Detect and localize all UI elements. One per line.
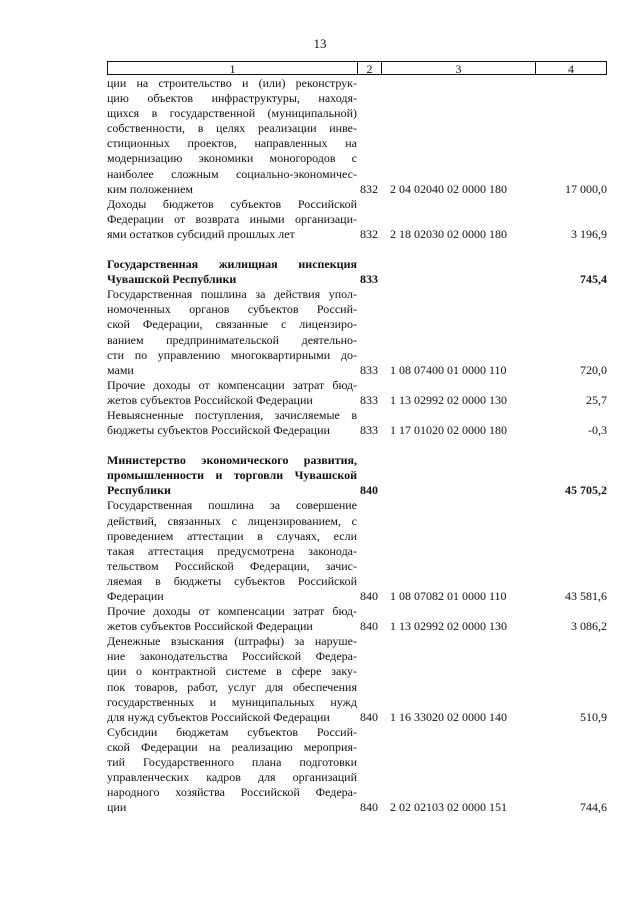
row-description — [107, 257, 357, 287]
description-line: Невыясненные поступления, зачисляемые в — [107, 407, 357, 422]
table-row — [107, 378, 607, 408]
table-header — [107, 61, 607, 75]
description-line: тельством Российской Федерации, зачис- — [107, 558, 357, 573]
row-admin-code: 840 — [360, 619, 378, 634]
row-kbk-code: 1 13 02992 02 0000 130 — [390, 619, 507, 634]
row-kbk-code: 1 16 33020 02 0000 140 — [390, 709, 507, 724]
description-line: ями остатков субсидий прошлых лет — [107, 226, 295, 241]
description-line: Государственная пошлина за совершение — [107, 498, 357, 513]
row-description — [107, 634, 357, 725]
description-line: ции на строительство и (или) реконструк- — [107, 76, 357, 90]
row-kbk-code: 1 08 07400 01 0000 110 — [390, 362, 507, 377]
description-line: ции о контрактной системе в сфере заку- — [107, 664, 357, 679]
section-header-row — [107, 257, 607, 287]
description-line: ние законодательства Российской Федера- — [107, 649, 357, 664]
row-amount: 744,6 — [580, 800, 607, 815]
row-amount: -0,3 — [588, 423, 607, 438]
description-line: Денежные взыскания (штрафы) за наруше- — [107, 634, 357, 649]
description-line: проведением аттестации в случаях, если — [107, 528, 357, 543]
row-admin-code: 840 — [360, 709, 378, 724]
row-description — [107, 498, 357, 604]
row-amount: 745,4 — [580, 272, 607, 287]
description-line: Чувашской Республики — [107, 272, 237, 287]
description-line: ляемая в бюджеты субъектов Российской — [107, 573, 357, 588]
description-line: такая аттестация предусмотрена законода- — [107, 543, 357, 558]
table-row — [107, 498, 607, 604]
row-amount: 43 581,6 — [565, 589, 607, 603]
row-kbk-code: 2 18 02030 02 0000 180 — [390, 226, 507, 241]
description-line: бюджеты субъектов Российской Федерации — [107, 423, 330, 438]
row-description — [107, 408, 357, 438]
row-description — [107, 76, 357, 197]
description-line: жетов субъектов Российской Федерации — [107, 619, 313, 634]
row-admin-code: 840 — [360, 800, 378, 815]
row-amount: 17 000,0 — [565, 181, 607, 196]
table-row — [107, 76, 607, 197]
description-line: тий Государственного плана подготовки — [107, 755, 357, 770]
description-line: щихся в государственной (муниципальной) — [107, 106, 357, 121]
row-admin-code: 840 — [360, 483, 378, 498]
row-description — [107, 604, 357, 634]
row-amount: 3 086,2 — [571, 619, 607, 634]
table-row — [107, 197, 607, 242]
description-line: народного хозяйства Российской Федера- — [107, 785, 357, 800]
row-admin-code: 832 — [360, 226, 378, 241]
row-description — [107, 197, 357, 242]
description-line: управленческих кадров для организаций — [107, 770, 357, 785]
description-line: стиционных проектов, направленных на — [107, 136, 357, 151]
row-kbk-code: 1 17 01020 02 0000 180 — [390, 423, 507, 438]
description-line: ванием предпринимательской деятельно- — [107, 332, 357, 347]
description-line: мами — [107, 362, 134, 377]
description-line: Субсидии бюджетам субъектов Россий- — [107, 724, 357, 739]
row-description — [107, 453, 357, 498]
description-line: сти по управлению многоквартирными до- — [107, 347, 357, 362]
row-kbk-code: 2 02 02103 02 0000 151 — [390, 800, 507, 815]
description-line: Государственная жилищная инспекция — [107, 257, 357, 272]
row-kbk-code: 1 13 02992 02 0000 130 — [390, 392, 507, 407]
description-line: ской Федерации, связанные с лицензиро- — [107, 317, 357, 332]
description-line: собственности, в целях реализации инве- — [107, 121, 357, 136]
table-row — [107, 287, 607, 378]
description-line: действий, связанных с лицензированием, с — [107, 513, 357, 528]
description-line: Федерации от возврата иными организаци- — [107, 211, 357, 226]
row-kbk-code: 2 04 02040 02 0000 180 — [390, 181, 507, 196]
description-line: Государственная пошлина за действия упол- — [107, 287, 357, 302]
description-line: номоченных органов субъектов Россий- — [107, 302, 357, 317]
row-admin-code: 833 — [360, 362, 378, 377]
row-admin-code: 833 — [360, 272, 378, 287]
description-line: Доходы бюджетов субъектов Российской — [107, 196, 357, 211]
description-line: Прочие доходы от компенсации затрат бюд- — [107, 604, 357, 619]
description-line: государственных и муниципальных нужд — [107, 694, 357, 709]
row-description — [107, 725, 357, 816]
row-admin-code: 840 — [360, 589, 378, 603]
row-admin-code: 833 — [360, 392, 378, 407]
description-line: Прочие доходы от компенсации затрат бюд- — [107, 377, 357, 392]
description-line: ской Федерации на реализацию мероприя- — [107, 739, 357, 754]
description-line: модернизацию экономики моногородов с — [107, 151, 357, 166]
table-body — [107, 76, 607, 815]
header-col-2: 2 — [358, 62, 382, 74]
header-col-4: 4 — [568, 62, 574, 76]
row-description — [107, 378, 357, 408]
table-row — [107, 725, 607, 816]
description-line: пок товаров, работ, услуг для обеспечения — [107, 679, 357, 694]
header-col-1: 1 — [108, 62, 358, 74]
description-line: промышленности и торговли Чувашской — [107, 468, 357, 483]
table-row — [107, 604, 607, 634]
row-amount: 510,9 — [580, 709, 607, 724]
description-line: наиболее сложным социально-экономичес- — [107, 166, 357, 181]
description-line: ции — [107, 800, 127, 815]
row-amount: 3 196,9 — [571, 226, 607, 241]
header-col-3: 3 — [382, 62, 536, 74]
table-row — [107, 408, 607, 438]
description-line: Республики — [107, 483, 171, 498]
description-line: для нужд субъектов Российской Федерации — [107, 709, 330, 724]
page-number: 13 — [313, 36, 327, 51]
row-amount: 45 705,2 — [565, 483, 607, 498]
table-row — [107, 634, 607, 725]
row-amount: 25,7 — [586, 392, 607, 407]
description-line: ким положением — [107, 181, 194, 196]
row-kbk-code: 1 08 07082 01 0000 110 — [390, 589, 507, 603]
section-header-row — [107, 453, 607, 498]
row-admin-code: 832 — [360, 181, 378, 196]
row-admin-code: 833 — [360, 423, 378, 438]
description-line: Министерство экономического развития, — [107, 453, 357, 468]
description-line: жетов субъектов Российской Федерации — [107, 392, 313, 407]
row-description — [107, 287, 357, 378]
description-line: цию объектов инфраструктуры, находя- — [107, 91, 357, 106]
description-line: Федерации — [107, 589, 164, 603]
row-amount: 720,0 — [580, 362, 607, 377]
